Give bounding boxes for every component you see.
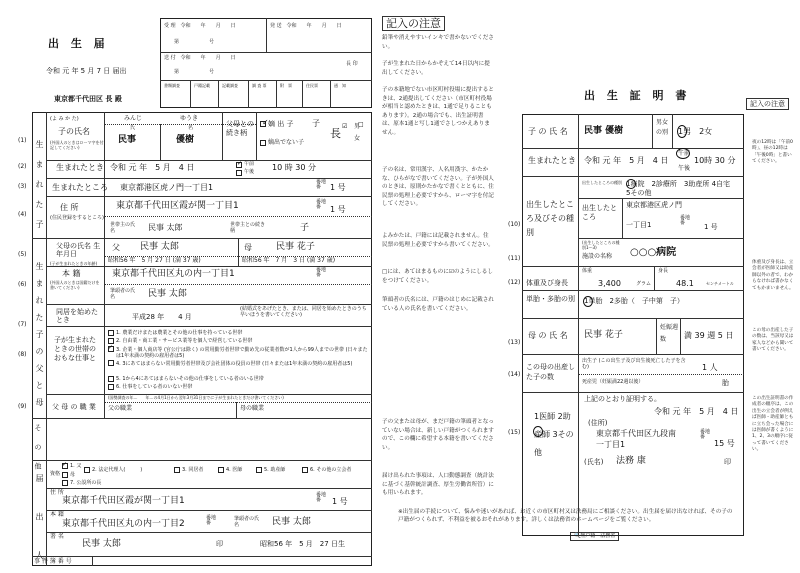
note-4: 子の名は、常用漢字、人名用漢字、かたかな、ひらがなで書いてください。子が外国人のときは、原則かたかなで書くとともに、住民票の処理上必要ですから、ローマ字を付記してください。 [382,167,494,208]
cert-born-label: 生まれたとき [528,156,576,165]
sec-num-7: (7) [18,321,27,328]
qual-3: 3. 同居者 [182,467,204,473]
head-name: 民事 太郎 [148,223,183,232]
cert-statement: 上記のとおり証明する。 [584,395,661,403]
cert-multi: 1単胎 2多胎（ 子中第 子） [584,297,684,305]
notes-header: 記入の注意 [382,16,445,31]
cert-place-bango: 番地 番 [680,215,691,226]
cert-weight-label: 体重及び身長 [526,279,568,287]
honseki-bango: 番地 番 [316,267,327,278]
am-circle [676,148,690,159]
cert-facility: ○○○病院 [630,247,677,258]
occupation-label: 子が生まれたときの世帯のおもな仕事と [54,336,96,362]
cert-sex: 1男 2女 [678,127,713,136]
father-name: 民事 太郎 [140,242,179,252]
signature-seal: 印 [216,540,223,548]
qual-checkbox-5[interactable] [256,467,262,473]
occ-item-5: 5. 1から4にあてはまらないその他の仕事をしている者のいる世帯 [116,376,264,382]
born-label: 生まれたとき [56,163,104,172]
sec-num-4: (4) [18,211,27,218]
report-title: 出 生 届 [48,37,109,50]
cert-seal: 印 [724,458,731,466]
cert-births-still: 胎 [722,379,729,387]
place-bango: 番地 番 [316,179,327,190]
born-date: 令和 元 年 5 月 4 日 [110,163,195,172]
illegit-checkbox[interactable] [260,140,266,146]
furi-surname: みんじ [124,115,143,122]
cert-place-type-label: 出生したところの種別 [582,180,622,185]
head-rel: 子 [300,223,310,233]
father-dob: 昭和56 年 5 月 27 日 (満 37 歳) [108,257,201,264]
reporter-side-label: 届 出 人 [35,474,44,573]
father-job-label: 父の職業 [108,405,133,412]
qual-mother: 母 [70,472,76,478]
place-label: 生まれたところ [52,183,108,192]
cert-place-num: 1 号 [704,223,718,231]
cert-sec-14: (14) [508,371,521,378]
note-1: 鉛筆や消えやすいインキで書かないでください。 [382,35,494,50]
dokyo-label: 同居を始めたとき [56,308,98,324]
cert-title: 出 生 証 明 書 [584,89,691,102]
occ-item-2: 2. 自由業・商工業・サービス業等を個人で経営している世帯 [116,338,253,344]
weight-prefix: 体重 [582,268,593,274]
mei-label: 名 [188,125,194,131]
sec-num-9: (9) [18,403,27,410]
address-note: (住民登録をするところ) [50,215,104,221]
reception-col-0: 書類調査 [164,83,180,88]
cert-address2: 一丁目1 [596,440,626,449]
height-unit: センチメートル [706,281,734,286]
qual-checkbox-7[interactable] [62,480,68,486]
note-7: 筆頭者の氏名には、戸籍のはじめに記載されている人の氏名を書いてください。 [382,297,494,312]
cert-notes-header: 記入の注意 [746,98,789,110]
births-live-label: 出生子 (この出生子及び出生後死亡した子を含む) [582,358,686,370]
reception-col-5: 住民票 [306,83,318,88]
height-prefix: 身長 [658,268,669,274]
reporter-addr-label: 住 所 [50,489,64,496]
qual-father: 1. 父 [70,463,82,469]
parents-label: 父母の氏名 生年月日 [56,242,101,258]
qual-6: 6. その他の立会者 [310,467,352,473]
cert-gest: 満 39 週 5 日 [684,331,734,340]
cert-child-name: 民事 優樹 [584,126,624,136]
cert-mother-label: 母 の 氏 名 [528,331,568,340]
occ-checkbox-1[interactable] [108,330,114,336]
cert-facility-note: (出生したところの種別1～3) [582,240,620,250]
certifier-circle [533,426,543,437]
qual-7: 7. 公設所の長 [70,480,102,486]
parents-head-label: 筆頭者の氏名 [110,288,136,300]
job-label: 父 母 の 職 業 [52,403,96,411]
reporter-signature: 民事 太郎 [82,539,121,549]
rel-suffix: 子 [312,119,320,128]
reception-row4: 第 号 [174,69,215,75]
place-type-circle [626,179,636,189]
parents-note: (子が生まれたときの年齢) [50,261,98,266]
qual-checkbox-4[interactable] [218,467,224,473]
cert-births-label: この母の出産した子の数 [526,363,575,381]
cert-sec-10: (10) [508,221,521,228]
cert-weight: 3,400 [598,279,621,288]
reception-col-6: 通 知 [334,83,346,88]
cert-addr-bango: 番地 番 [700,429,711,440]
qual-checkbox-6[interactable] [302,467,308,473]
sec-num-5: (5) [18,251,27,258]
side-label-child: 生まれた子 [35,140,44,240]
rel-legit: 嫡 出 子 [268,120,294,128]
dokyo-date: 平成28 年 4 月 [132,313,192,321]
cert-place-types: 1病院 2診療所 3助産所 4自宅 5その他 [626,180,738,197]
note-6: □には、あてはまるものに☑のようにしるしをつけてください。 [382,269,493,284]
cert-certifier-name: 法務 康 [616,456,646,466]
cert-address: 東京都千代田区九段南 [596,429,676,438]
cert-mother: 民事 花子 [584,330,623,340]
am-label: 午前 [244,161,255,167]
note-2: 子が生まれた日からかぞえて14日以内に提出してください。 [382,61,490,76]
birth-place: 東京都港区虎ノ門一丁目1 [120,183,214,192]
note-5: よみかたは、戸籍には記載されません。住民票の処理上必要ですから書いてください。 [382,233,494,248]
furigana-label: (よ み か た) [50,116,79,122]
cert-name-label: 子 の 氏 名 [528,127,568,136]
child-surname: 民事 [118,135,137,145]
cert-gest-label: 妊娠週数 [660,324,679,343]
side-note-3: この母の出産した子の数は、当該母又は家人などから聞いて書いてください。 [752,328,794,353]
cert-pm: 午後 [678,165,691,172]
place-num: 1 号 [330,183,346,192]
job-note: (国勢調査の年… 年…の4月1日から翌年3月31日までに子が生まれたときだけ書いてください) [108,395,284,400]
reception-col-3: 調 査 票 [252,83,267,88]
qual-checkbox-2[interactable] [84,467,90,473]
cert-place-group-label: 出生したところ及びその種別 [526,200,574,237]
reporter-addr-bango: 番地 番 [316,492,327,503]
side-note-4: この出生証明書の作成者の順序は、この出生の立会者が例えば医師・助産師ともに立ち会った場合には医師が書くように1、2、3の順序に従って書いてください。 [752,396,794,453]
pm-label: 午後 [244,169,255,175]
cert-multi-label: 単胎・多胎の別 [526,295,575,303]
reception-row3: 送 付 令和 年 月 日 [164,55,236,61]
note-8: 子の父または母が、まだ戸籍の筆頭者となっていない場合は、新しい戸籍がつくられますので、この欄に希望する本籍を書いてください。 [382,419,494,451]
side-note-2: 体重及び身長は、立会者が医師又は助産師以外の者で、わからなければ書かなくてもかまいません。 [752,260,794,291]
parents-head: 民事 太郎 [148,289,187,299]
reporter-honseki-bango: 番地 番 [206,515,217,526]
furi-given: ゆうき [180,115,199,122]
weight-unit: グラム [636,281,651,287]
cert-sec-11: (11) [508,255,521,262]
multi-circle [583,296,593,307]
mother-dob: 昭和56 年 7 月 3 日 (満 37 歳) [242,257,336,264]
search-icon: 🔍 [574,533,581,539]
reporter-honseki: 東京都千代田区丸の内一丁目2 [62,519,185,529]
qual-checkbox-3[interactable] [174,467,180,473]
cert-date: 令和 元 年 5 月 4 日 [654,407,739,416]
reception-row1b: 発 送 令和 年 月 日 [270,23,342,29]
side-label-parents: 生まれた子の父と母 [35,262,44,415]
reporter-head: 民事 太郎 [272,517,311,527]
cert-height: 48.1 [676,279,694,288]
qual-checkbox-mother[interactable] [62,472,68,478]
pm-checkbox[interactable] [236,170,242,176]
reception-col-2: 記載調査 [222,83,238,88]
head-rel-label: 世帯主との続き柄 [230,222,266,234]
sec-num-2: (2) [18,163,27,170]
rel-illegit: 嫡出でない子 [268,139,305,146]
reception-row2: 第 号 [174,39,215,45]
recipient: 東京都千代田区 長 殿 [54,95,122,103]
reporter-dob: 昭和56 年 5 月 27 日生 [260,540,345,548]
occ-item-1: 1. 農業だけまたは農業とその他の仕事を持っている世帯 [116,330,243,336]
sec-num-1: (1) [18,137,27,144]
births-still-label: 死産児（妊娠満22週以後） [582,379,644,385]
occ-checkbox-5[interactable] [108,376,114,382]
reception-col-4: 附 票 [280,83,292,88]
address-num: 1 号 [330,205,346,214]
child-name-note: (外国人のときはローマ字を付記してください) [50,140,104,150]
rel-order: 長 [330,127,341,140]
side-note-1: 夜の12時は「午前0時」、昼の12時は「午後0時」と書いてください。 [752,140,793,165]
cert-births-live: 1 人 [702,363,718,372]
note-9: 届け出られた事項は、人口動態調査（統計法に基づく基幹統計調査、厚生労働省所管）にも用いられます。 [382,473,494,497]
qual-5: 5. 助産師 [264,467,286,473]
reporter-head-label: 筆頭者の氏名 [234,516,260,528]
reporter-addr-num: 1 号 [332,497,348,506]
cert-sec-15: (15) [508,429,521,436]
cert-place2: 一丁目1 [626,221,652,229]
sec-num-6: (6) [18,281,27,288]
cert-place-label: 出生したところ [582,204,617,221]
reporter-address: 東京都千代田区霞が関一丁目1 [62,496,185,506]
child-name-label: 子の氏名 [58,127,90,136]
honseki-label: 本 籍 [62,269,81,278]
note-3: 子の本籍地でない市区町村役場に提出するときは、2通提出してください（市区町村役場が相当と認めたときは、1通で足りることもあります）。2通の場合でも、出生証明書は、原本1通と写し1通でさしつかえありません。 [382,87,494,136]
dokyo-note: (結婚式をあげたとき、または、同居を始めたときのうち早いほうを書いてください) [240,306,367,318]
qual-label: 資格 [50,471,61,477]
relation-label: 父母との続き柄 [226,120,254,137]
male-option: 男 [354,123,361,130]
cert-place: 東京都港区虎ノ門 [626,201,682,209]
cert-born-date: 令和 元 年 5 月 4 日 [584,156,669,165]
sec-num-3: (3) [18,183,27,190]
head-label: 世帯主の氏名 [110,222,136,234]
signature-label: 署 名 [50,533,64,540]
born-time: 10 時 30 分 [272,163,316,172]
reception-row3b: 長 印 [346,61,358,67]
reporter-honseki-label: 本 籍 [50,511,64,518]
notes-footer: ※出生届の手続について、悩みや迷いがあれば、お近くの市区町村又は法務局にご相談ください。出生届を届け出なければ、その子の戸籍がつくられず、不利益を被るおそれがあります。詳しくは法務省のホームページをご覧ください。 [398,509,733,523]
cert-name-label2: (氏名) [584,458,604,466]
cert-sex-label: 男女の別 [656,119,669,136]
cert-addr-label: (住所) [588,419,608,427]
female-option: 女 [354,135,361,142]
occ-item-4: 4. 3にあてはまらない常用勤労者世帯及び会社団体の役員の世帯 (日々または1年未満の契約の雇用者は5) [116,361,353,367]
mother-job-label: 母の職業 [240,405,265,412]
parents-honseki: 東京都千代田区丸の内一丁目1 [112,269,235,279]
qual-4: 4. 医師 [226,467,243,473]
cert-addr-num: 15 号 [714,439,735,448]
footer-search-text: 無戸籍 法務省 [580,533,616,539]
cert-born-time: 10時 30 分 [694,156,736,165]
cert-am: 午前 [678,150,691,157]
qual-2: 2. 法定代理人( ) [92,467,143,473]
occ-checkbox-4[interactable] [108,360,114,366]
sei-label: 氏 [130,125,136,131]
birth-certificate-form [522,114,744,536]
father-label: 父 [112,243,120,252]
sex-circle [677,125,687,138]
reception-col-1: 戸籍記載 [194,83,210,88]
cert-certifier-label: 1医師 2助産師 3その他 [534,412,574,457]
child-address: 東京都千代田区霞が関一丁目1 [116,201,239,211]
honseki-note: (外国人のときは国籍だけを書いてください) [50,280,100,290]
sec-num-8: (8) [18,351,27,358]
occ-item-6: 6. 仕事をしている者のいない世帯 [116,384,193,390]
child-given: 優樹 [176,135,195,145]
occ-checkbox-6[interactable] [108,384,114,390]
address-label: 住 所 [60,203,79,212]
cert-sec-13: (13) [508,339,521,346]
case-number-label: 事 件 簿 番 号 [34,558,72,565]
mother-name: 民事 花子 [276,242,315,252]
occ-item-3: 3. 企業・個人商店等 (官公庁は除く) の常用勤労者世帯で勤め先の従業者数が1人から99人までの世帯 (日々または1年未満の契約の雇用者は5) [116,347,368,359]
address-bango: 番地 番 [316,199,327,210]
reception-row1: 受 理 令和 年 月 日 [164,23,236,29]
cert-sec-12: (12) [508,279,521,286]
submit-date: 令和 元 年 5 月 7 日 届出 [46,67,127,75]
cert-facility-label: 施設の名称 [582,253,613,260]
mother-label: 母 [244,243,252,252]
other-label: そ の 他 [34,424,42,475]
